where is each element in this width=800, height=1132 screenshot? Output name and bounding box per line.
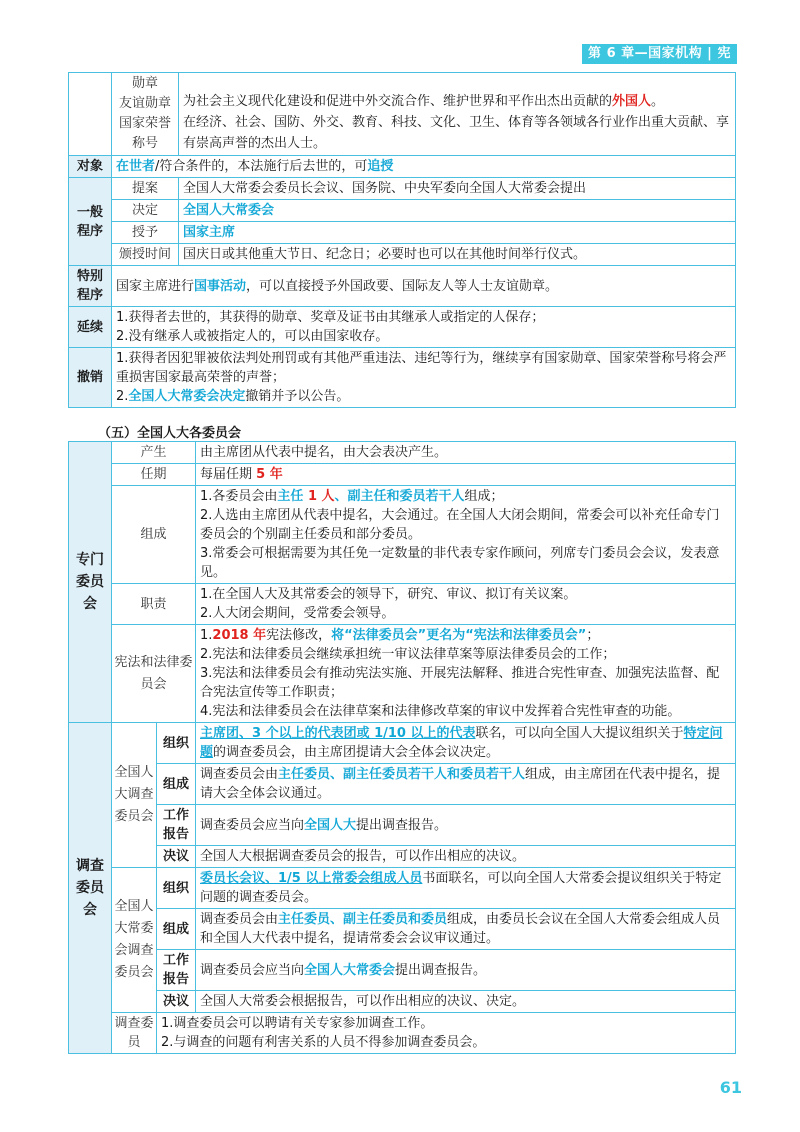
table-row: 一般程序 提案 全国人大常委会委员长会议、国务院、中央军委向全国人大常委会提出 [69, 178, 736, 200]
table-row: 职责 1.在全国人大及其常委会的领导下，研究、审议、拟订有关议案。 2.人大闭会期间，受常委会领导。 [69, 584, 736, 625]
honor-title-label: 国家荣誉称号 [118, 116, 171, 151]
committees-table [68, 441, 736, 1054]
table-row: 全国人大常委会调查委员会 组织 委员长会议、1/5 以上常委会组成人员书面联名，可以向全国人大常委会提议组织关于特定问题的调查委员会。 [69, 868, 736, 909]
table-row: 颁授时间 国庆日或其他重大节日、纪念日；必要时也可以在其他时间举行仪式。 [69, 244, 736, 266]
nsc-investigation-label: 全国人大常委会调查委员会 [112, 868, 157, 1013]
table-row: 组成 1.各委员会由主任 1 人、副主任和委员若干人组成； 2.人选由主席团从代表中提名，大会通过。在全国人大闭会期间，常委会可以补充任命专门委员会的个别副主任委员和部分委员。 3.常委会可根据需要为其任免一定数量的非代表专家作顾问，列席专门委员会会议，发表意见。 [69, 486, 736, 584]
foreigner-highlight: 外国人 [612, 94, 652, 109]
continue-label: 延续 [69, 307, 112, 348]
chapter-header: 第 6 章—国家机构 | 宪法 [582, 44, 737, 64]
table-row: 宪法和法律委员会 1.2018 年宪法修改，将“法律委员会”更名为“宪法和法律委员会”； 2.宪法和法律委员会继续承担统一审议法律草案等原法律委员会的工作； 3.宪法和法律委员会有推动宪法实施、开展宪法解释、推进合宪性审查、加强宪法监督、配合宪法宣传等工作职责； 4.宪法和法律委员会在法律草案和法律修改草案的审议中发挥着合宪性审查的功能。 [69, 625, 736, 723]
page-number: 61 [719, 1078, 742, 1097]
investigation-members-label: 调查委员 [112, 1013, 157, 1054]
revoke-content: 1.获得者因犯罪被依法判处刑罚或有其他严重违法、违纪等行为，继续享有国家勋章、国家荣誉称号将会严重损害国家最高荣誉的声誉； 2.全国人大常委会决定撤销并予以公告。 [112, 348, 736, 408]
special-procedure-content: 国家主席进行国事活动，可以直接授予外国政要、国际友人等人士友谊勋章。 [112, 266, 736, 307]
special-procedure-label: 特别程序 [69, 266, 112, 307]
composition-content: 1.各委员会由主任 1 人、副主任和委员若干人组成； 2.人选由主席团从代表中提名，大会通过。在全国人大闭会期间，常委会可以补充任命专门委员会的个别副主任委员和部分委员。 3.常委会可根据需要为其任免一定数量的非代表专家作顾问，列席专门委员会会议，发表意见。 [196, 486, 736, 584]
table-row: 专门委员会 产生 由主席团从代表中提名，由大会表决产生。 [69, 442, 736, 464]
special-committee-label: 专门委员会 [69, 442, 112, 723]
medal-label: 勋章 [131, 76, 158, 91]
table-row [69, 348, 736, 408]
table-row [69, 1013, 736, 1054]
table-row: 工作报告 调查委员会应当向全国人大提出调查报告。 [69, 805, 736, 846]
general-procedure-label: 一般程序 [69, 178, 112, 266]
table-row: 工作报告 调查委员会应当向全国人大常委会提出调查报告。 [69, 950, 736, 991]
table-row: 决议 全国人大根据调查委员会的报告，可以作出相应的决议。 [69, 846, 736, 868]
table-row [69, 266, 736, 307]
friendship-medal-label: 友谊勋章 [118, 96, 171, 111]
table-row: 组成 调查委员会由主任委员、副主任委员和委员组成，由委员长会议在全国人大常委会组成人员和全国人大代表中提名，提请常委会会议审议通过。 [69, 909, 736, 950]
investigation-members-content: 1.调查委员会可以聘请有关专家参加调查工作。 2.与调查的问题有利害关系的人员不得参加调查委员会。 [157, 1013, 736, 1054]
investigation-committee-label: 调查委员会 [69, 723, 112, 1054]
table-row [69, 73, 736, 156]
object-label: 对象 [69, 156, 112, 178]
continue-content: 1.获得者去世的，其获得的勋章、奖章及证书由其继承人或指定的人保存； 2.没有继承人或被指定人的，可以由国家收存。 [112, 307, 736, 348]
table-row: 任期 每届任期 5 年 [69, 464, 736, 486]
honor-system-table [68, 72, 736, 408]
constitution-law-committee-content: 1.2018 年宪法修改，将“法律委员会”更名为“宪法和法律委员会”； 2.宪法和法律委员会继续承担统一审议法律草案等原法律委员会的工作； 3.宪法和法律委员会有推动宪法实施、开展宪法解释、推进合宪性审查、加强宪法监督、配合宪法宣传等工作职责； 4.宪法和法律委员会在法律草案和法律修改草案的审议中发挥着合宪性审查的功能。 [196, 625, 736, 723]
duty-content: 1.在全国人大及其常委会的领导下，研究、审议、拟订有关议案。 2.人大闭会期间，受常委会领导。 [196, 584, 736, 625]
table-row: 决定 全国人大常委会 [69, 200, 736, 222]
term-highlight: 5 年 [256, 467, 283, 482]
npc-investigation-label: 全国人大调查委员会 [112, 723, 157, 868]
table-row: 调查委员会 全国人大调查委员会 组织 主席团、3 个以上的代表团或 1/10 以上的代表联名，可以向全国人大提议组织关于特定问题的调查委员会，由主席团提请大会全体会议决定。 [69, 723, 736, 764]
table-row: 决议 全国人大常委会根据报告，可以作出相应的决议、决定。 [69, 991, 736, 1013]
medal-description: 为社会主义现代化建设和促进中外交流合作、维护世界和平作出杰出贡献的外国人。 在经济、社会、国防、外交、教育、科技、文化、卫生、体育等各领域各行业作出重大贡献、享有崇高声誉的杰出人士。 [179, 73, 736, 156]
table-row [69, 307, 736, 348]
table-row: 组成 调查委员会由主任委员、副主任委员若干人和委员若干人组成，由主席团在代表中提名，提请大会全体会议通过。 [69, 764, 736, 805]
table-row [69, 156, 736, 178]
object-content: 在世者/符合条件的，本法施行后去世的，可追授 [112, 156, 736, 178]
section-title: （五）全国人大各委员会 [98, 426, 242, 441]
table-row: 授予 国家主席 [69, 222, 736, 244]
medal-types [112, 73, 179, 156]
revoke-label: 撤销 [69, 348, 112, 408]
